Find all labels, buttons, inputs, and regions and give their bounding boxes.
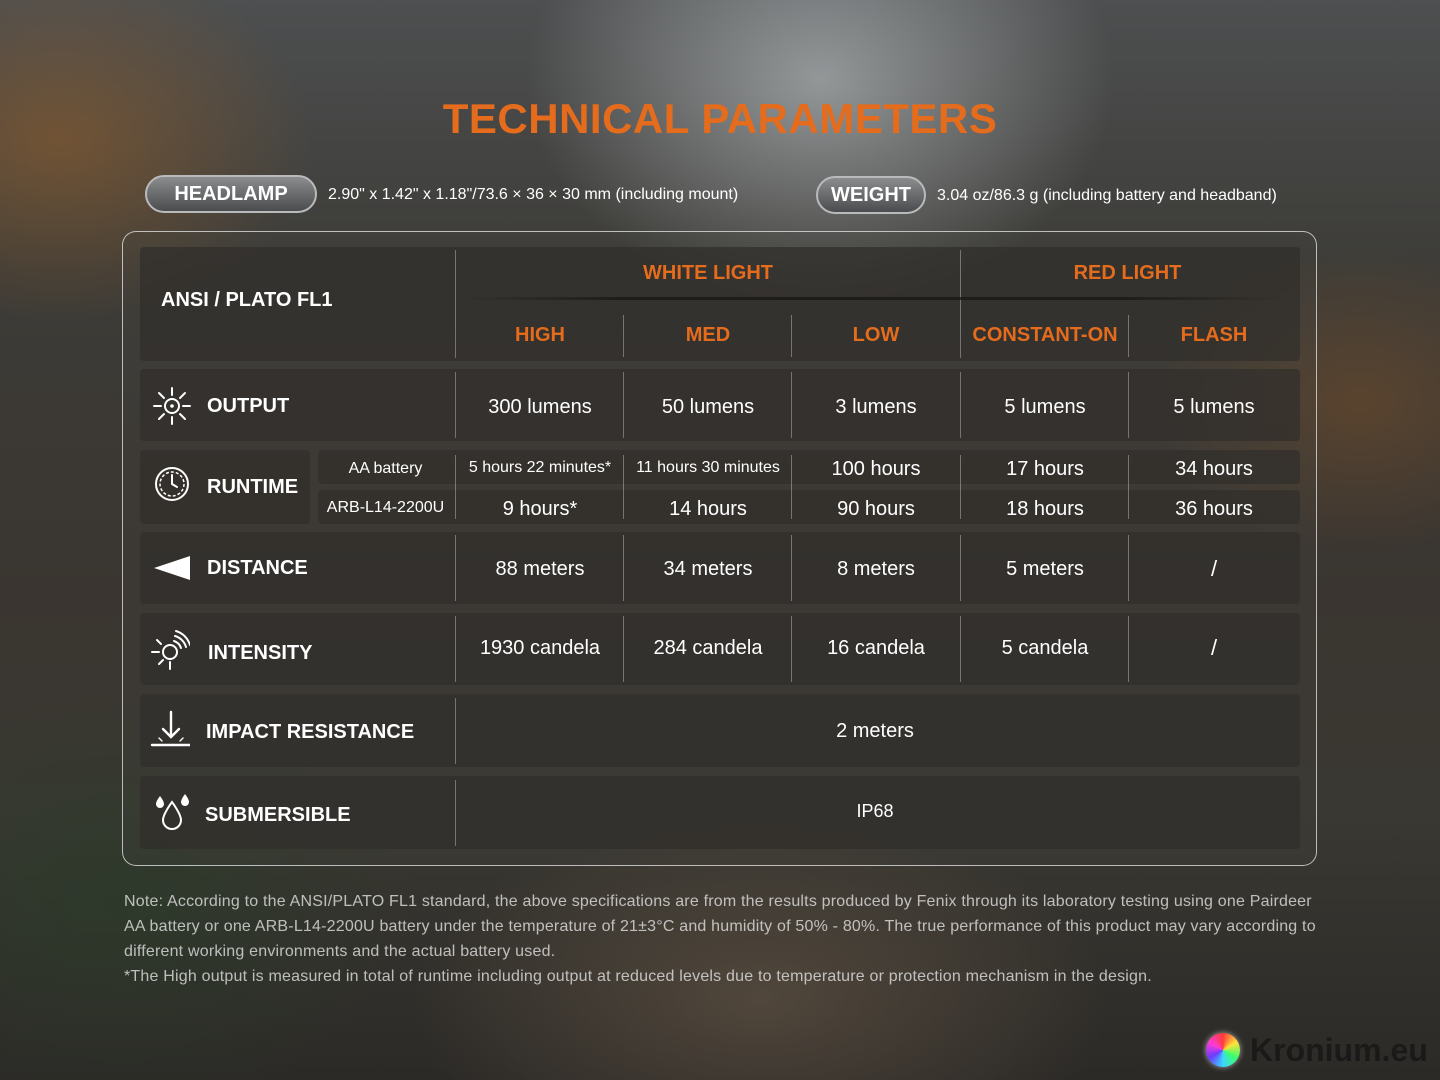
runtime-arb-constant-on: 18 hours [1006, 497, 1084, 520]
output-constant-on: 5 lumens [1004, 395, 1086, 418]
water-drops-icon [152, 792, 192, 832]
distance-label: DISTANCE [207, 556, 308, 579]
distance-constant-on: 5 meters [1006, 557, 1084, 580]
output-low: 3 lumens [835, 395, 917, 418]
mode-med: MED [685, 323, 731, 346]
note-line-2: *The High output is measured in total of runtime including output at reduced levels due to temperature or protection mechanism in the design. [124, 968, 1152, 985]
runtime-arb-med: 14 hours [669, 497, 747, 520]
output-med: 50 lumens [661, 395, 755, 418]
mode-low: LOW [852, 323, 900, 346]
intensity-high: 1930 candela [479, 636, 601, 659]
impact-label: IMPACT RESISTANCE [206, 720, 415, 743]
timer-icon [152, 464, 192, 504]
mode-flash: FLASH [1180, 323, 1248, 346]
submersible-value: IP68 [856, 800, 894, 821]
drop-arrow-icon [150, 710, 190, 750]
weight-value: 3.04 oz/86.3 g (including battery and headband) [937, 187, 1277, 204]
brand-name: Kronium.eu [1250, 1031, 1428, 1068]
intensity-label: INTENSITY [208, 641, 313, 664]
beam-icon [152, 548, 192, 588]
runtime-label: RUNTIME [207, 475, 299, 498]
radiating-light-icon [150, 630, 190, 670]
distance-high: 88 meters [495, 557, 585, 580]
headlamp-dimensions: 2.90" x 1.42" x 1.18"/73.6 × 36 × 30 mm (including mount) [328, 186, 739, 203]
notes [124, 889, 1324, 989]
mode-constant-on: CONSTANT-ON [972, 323, 1118, 346]
runtime-arb-high: 9 hours* [502, 497, 578, 520]
note-line-1: Note: According to the ANSI/PLATO FL1 standard, the above specifications are from the results produced by Fenix through its laboratory testing using one Pairdeer AA battery or one ARB-L14-2200U battery under the temperature of 21±3°C and humidity of 50% - 80%. The true performance of this product may vary according to different working environments and the actual battery used. [124, 893, 1316, 960]
output-label: OUTPUT [207, 394, 290, 417]
distance-med: 34 meters [663, 557, 753, 580]
distance-low: 8 meters [837, 557, 915, 580]
brand-watermark [1206, 1030, 1428, 1070]
runtime-aa-label: AA battery [348, 460, 423, 477]
impact-value: 2 meters [836, 719, 914, 742]
standard-label: ANSI / PLATO FL1 [161, 288, 333, 311]
intensity-low: 16 candela [827, 636, 925, 659]
mode-high: HIGH [515, 323, 565, 346]
weight-badge: WEIGHT [816, 176, 926, 214]
intensity-flash: / [1210, 635, 1218, 660]
intensity-med: 284 candela [653, 636, 763, 659]
rainbow-logo-icon [1206, 1033, 1240, 1067]
runtime-arb-label: ARB-L14-2200U [326, 499, 445, 516]
page-title: TECHNICAL PARAMETERS [442, 95, 998, 142]
output-flash: 5 lumens [1173, 395, 1255, 418]
runtime-aa-flash: 34 hours [1175, 457, 1253, 480]
runtime-aa-low: 100 hours [831, 457, 921, 480]
submersible-label: SUBMERSIBLE [205, 803, 351, 826]
runtime-arb-low: 90 hours [837, 497, 915, 520]
output-high: 300 lumens [488, 395, 592, 418]
sun-icon [152, 386, 192, 426]
distance-flash: / [1210, 556, 1218, 581]
red-light-header: RED LIGHT [1073, 261, 1182, 284]
intensity-constant-on: 5 candela [1001, 636, 1089, 659]
headlamp-badge: HEADLAMP [145, 175, 317, 213]
runtime-aa-med: 11 hours 30 minutes [636, 459, 780, 476]
runtime-arb-flash: 36 hours [1175, 497, 1253, 520]
white-light-header: WHITE LIGHT [643, 261, 773, 284]
runtime-aa-high: 5 hours 22 minutes* [468, 459, 612, 476]
runtime-aa-constant-on: 17 hours [1006, 457, 1084, 480]
